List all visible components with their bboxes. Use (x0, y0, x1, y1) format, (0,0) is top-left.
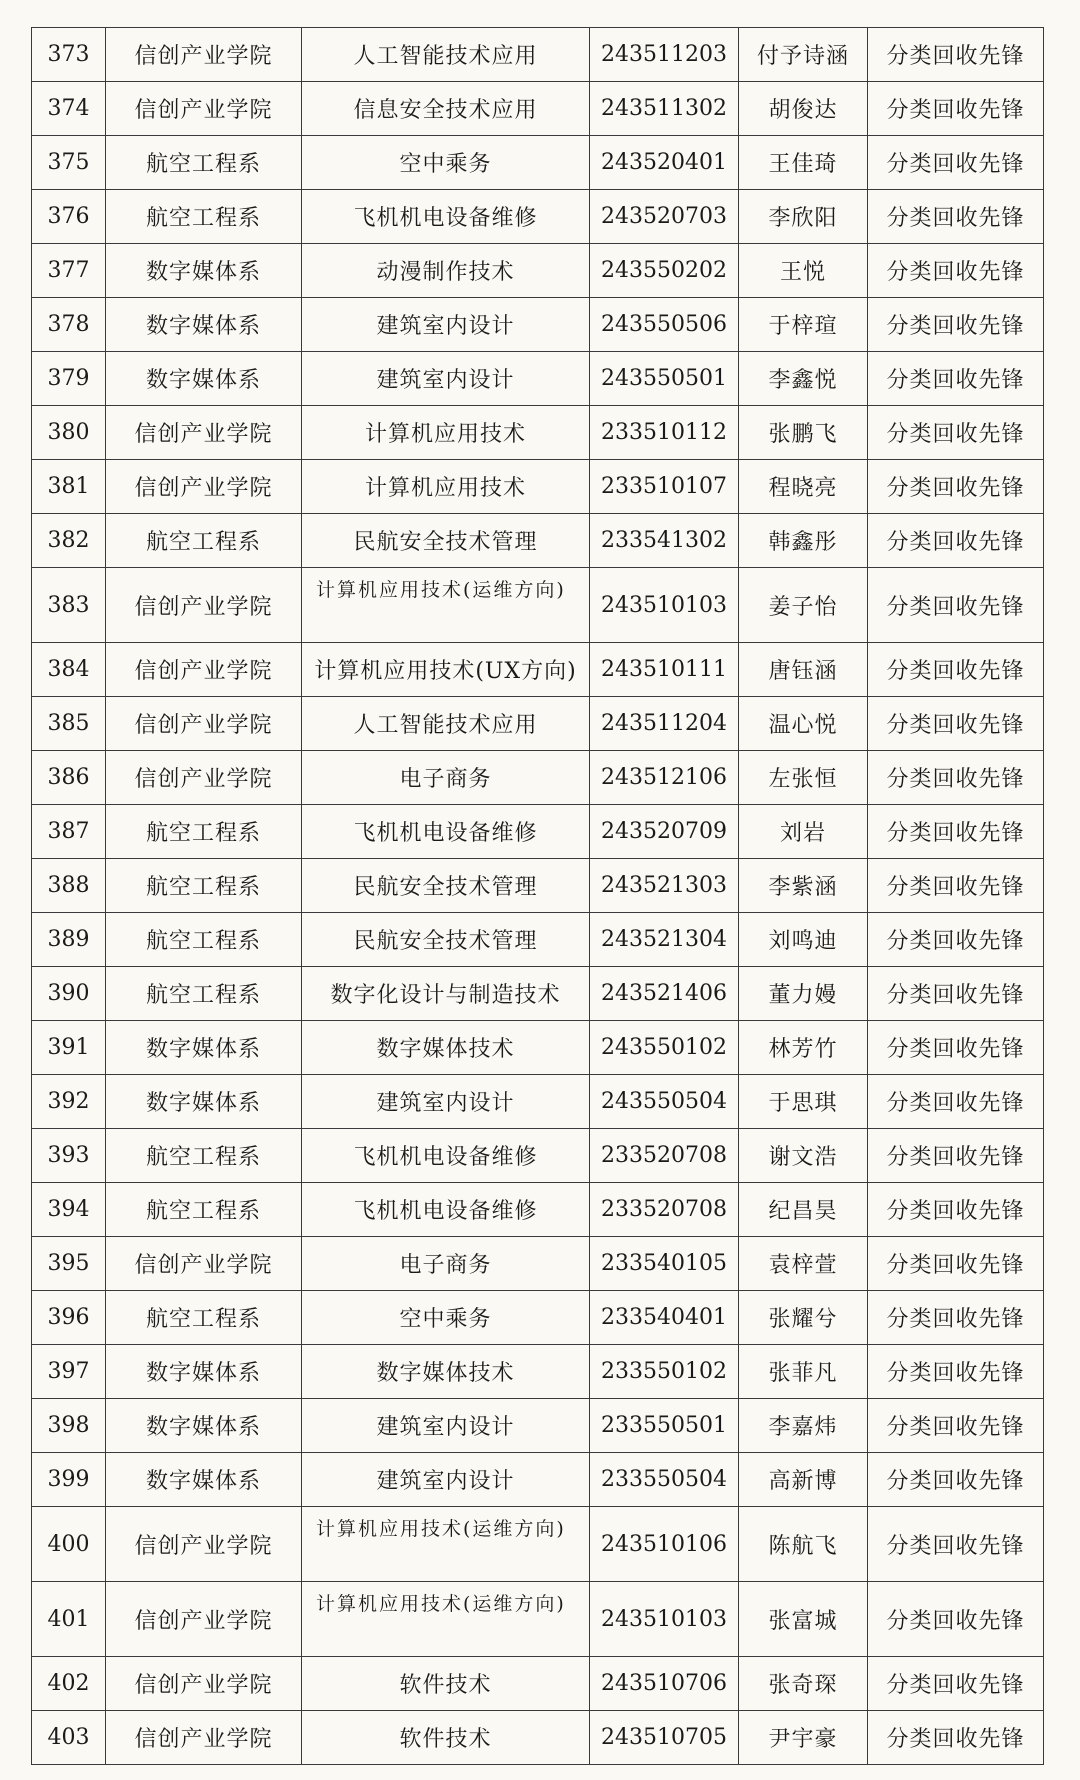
row-number-cell: 373 (32, 28, 106, 82)
award-title-cell: 分类回收先锋 (868, 568, 1044, 643)
student-id-cell: 233540105 (590, 1237, 739, 1291)
student-id-cell: 233540401 (590, 1291, 739, 1345)
award-title-cell: 分类回收先锋 (868, 1453, 1044, 1507)
department-cell: 数字媒体系 (106, 1345, 302, 1399)
table-row (32, 244, 1044, 298)
table-row (32, 1453, 1044, 1507)
department-cell: 数字媒体系 (106, 1399, 302, 1453)
student-id-cell: 243521303 (590, 859, 739, 913)
student-id-cell: 233550102 (590, 1345, 739, 1399)
student-id-cell: 233541302 (590, 514, 739, 568)
major-cell: 计算机应用技术(运维方向) (302, 1507, 590, 1582)
table-body (32, 28, 1044, 1765)
award-title-cell: 分类回收先锋 (868, 751, 1044, 805)
row-number-cell: 389 (32, 913, 106, 967)
table-row (32, 514, 1044, 568)
major-cell: 飞机机电设备维修 (302, 805, 590, 859)
department-cell: 航空工程系 (106, 514, 302, 568)
award-title-cell: 分类回收先锋 (868, 913, 1044, 967)
student-name-cell: 胡俊达 (739, 82, 868, 136)
row-number-cell: 398 (32, 1399, 106, 1453)
department-cell: 航空工程系 (106, 1129, 302, 1183)
major-cell: 信息安全技术应用 (302, 82, 590, 136)
student-id-cell: 243510111 (590, 643, 739, 697)
student-id-cell: 233510107 (590, 460, 739, 514)
row-number-cell: 384 (32, 643, 106, 697)
student-id-cell: 243510103 (590, 1582, 739, 1657)
award-title-cell: 分类回收先锋 (868, 406, 1044, 460)
student-name-cell: 谢文浩 (739, 1129, 868, 1183)
row-number-cell: 382 (32, 514, 106, 568)
award-title-cell: 分类回收先锋 (868, 1657, 1044, 1711)
award-list-table (31, 27, 1044, 1765)
row-number-cell: 379 (32, 352, 106, 406)
major-cell: 软件技术 (302, 1711, 590, 1765)
student-name-cell: 张鹏飞 (739, 406, 868, 460)
table-row (32, 1582, 1044, 1657)
student-id-cell: 243520401 (590, 136, 739, 190)
row-number-cell: 374 (32, 82, 106, 136)
department-cell: 数字媒体系 (106, 298, 302, 352)
department-cell: 信创产业学院 (106, 1507, 302, 1582)
student-name-cell: 尹宇豪 (739, 1711, 868, 1765)
department-cell: 信创产业学院 (106, 460, 302, 514)
student-name-cell: 唐钰涵 (739, 643, 868, 697)
major-cell: 飞机机电设备维修 (302, 1183, 590, 1237)
major-cell: 空中乘务 (302, 1291, 590, 1345)
table-row (32, 1291, 1044, 1345)
table-row (32, 1399, 1044, 1453)
student-id-cell: 243510103 (590, 568, 739, 643)
major-cell: 数字媒体技术 (302, 1345, 590, 1399)
table-row (32, 1237, 1044, 1291)
award-title-cell: 分类回收先锋 (868, 244, 1044, 298)
table-row (32, 1657, 1044, 1711)
row-number-cell: 378 (32, 298, 106, 352)
major-cell: 建筑室内设计 (302, 298, 590, 352)
award-title-cell: 分类回收先锋 (868, 643, 1044, 697)
award-title-cell: 分类回收先锋 (868, 298, 1044, 352)
row-number-cell: 396 (32, 1291, 106, 1345)
student-name-cell: 付予诗涵 (739, 28, 868, 82)
student-id-cell: 243510705 (590, 1711, 739, 1765)
student-id-cell: 243521304 (590, 913, 739, 967)
department-cell: 信创产业学院 (106, 751, 302, 805)
award-title-cell: 分类回收先锋 (868, 859, 1044, 913)
table-row (32, 568, 1044, 643)
table-row (32, 190, 1044, 244)
row-number-cell: 387 (32, 805, 106, 859)
award-title-cell: 分类回收先锋 (868, 1291, 1044, 1345)
row-number-cell: 390 (32, 967, 106, 1021)
student-id-cell: 233510112 (590, 406, 739, 460)
student-id-cell: 243511203 (590, 28, 739, 82)
award-title-cell: 分类回收先锋 (868, 1237, 1044, 1291)
major-cell: 飞机机电设备维修 (302, 190, 590, 244)
row-number-cell: 388 (32, 859, 106, 913)
student-name-cell: 张耀兮 (739, 1291, 868, 1345)
student-name-cell: 张富城 (739, 1582, 868, 1657)
table-row (32, 460, 1044, 514)
major-cell: 计算机应用技术(运维方向) (302, 1582, 590, 1657)
department-cell: 航空工程系 (106, 859, 302, 913)
row-number-cell: 386 (32, 751, 106, 805)
table-row (32, 406, 1044, 460)
row-number-cell: 400 (32, 1507, 106, 1582)
table-row (32, 1075, 1044, 1129)
table-row (32, 805, 1044, 859)
major-cell: 建筑室内设计 (302, 352, 590, 406)
award-title-cell: 分类回收先锋 (868, 1075, 1044, 1129)
department-cell: 数字媒体系 (106, 352, 302, 406)
award-title-cell: 分类回收先锋 (868, 514, 1044, 568)
row-number-cell: 395 (32, 1237, 106, 1291)
major-cell: 人工智能技术应用 (302, 28, 590, 82)
student-id-cell: 243520703 (590, 190, 739, 244)
row-number-cell: 394 (32, 1183, 106, 1237)
department-cell: 航空工程系 (106, 805, 302, 859)
student-name-cell: 刘鸣迪 (739, 913, 868, 967)
major-cell: 建筑室内设计 (302, 1453, 590, 1507)
row-number-cell: 401 (32, 1582, 106, 1657)
row-number-cell: 402 (32, 1657, 106, 1711)
table-row (32, 1345, 1044, 1399)
major-cell: 人工智能技术应用 (302, 697, 590, 751)
student-name-cell: 陈航飞 (739, 1507, 868, 1582)
award-title-cell: 分类回收先锋 (868, 136, 1044, 190)
department-cell: 信创产业学院 (106, 643, 302, 697)
major-cell: 动漫制作技术 (302, 244, 590, 298)
major-cell: 计算机应用技术(UX方向) (302, 643, 590, 697)
student-name-cell: 李紫涵 (739, 859, 868, 913)
student-id-cell: 243550506 (590, 298, 739, 352)
award-title-cell: 分类回收先锋 (868, 28, 1044, 82)
department-cell: 信创产业学院 (106, 28, 302, 82)
department-cell: 信创产业学院 (106, 697, 302, 751)
student-name-cell: 李嘉炜 (739, 1399, 868, 1453)
major-cell: 建筑室内设计 (302, 1075, 590, 1129)
student-id-cell: 243550504 (590, 1075, 739, 1129)
student-name-cell: 董力嫚 (739, 967, 868, 1021)
department-cell: 航空工程系 (106, 967, 302, 1021)
student-name-cell: 刘岩 (739, 805, 868, 859)
major-cell: 电子商务 (302, 1237, 590, 1291)
major-cell: 空中乘务 (302, 136, 590, 190)
department-cell: 航空工程系 (106, 136, 302, 190)
table-row (32, 1711, 1044, 1765)
student-id-cell: 243550102 (590, 1021, 739, 1075)
department-cell: 数字媒体系 (106, 1021, 302, 1075)
major-cell: 数字媒体技术 (302, 1021, 590, 1075)
major-cell: 电子商务 (302, 751, 590, 805)
row-number-cell: 385 (32, 697, 106, 751)
student-name-cell: 韩鑫彤 (739, 514, 868, 568)
department-cell: 信创产业学院 (106, 1237, 302, 1291)
department-cell: 信创产业学院 (106, 568, 302, 643)
major-cell: 计算机应用技术 (302, 460, 590, 514)
row-number-cell: 391 (32, 1021, 106, 1075)
student-name-cell: 李欣阳 (739, 190, 868, 244)
department-cell: 数字媒体系 (106, 1453, 302, 1507)
department-cell: 信创产业学院 (106, 82, 302, 136)
major-cell: 建筑室内设计 (302, 1399, 590, 1453)
department-cell: 信创产业学院 (106, 1582, 302, 1657)
student-id-cell: 243550202 (590, 244, 739, 298)
department-cell: 航空工程系 (106, 1291, 302, 1345)
department-cell: 数字媒体系 (106, 1075, 302, 1129)
student-name-cell: 左张恒 (739, 751, 868, 805)
award-title-cell: 分类回收先锋 (868, 697, 1044, 751)
student-id-cell: 233550501 (590, 1399, 739, 1453)
student-name-cell: 张菲凡 (739, 1345, 868, 1399)
award-title-cell: 分类回收先锋 (868, 460, 1044, 514)
department-cell: 信创产业学院 (106, 406, 302, 460)
student-name-cell: 纪昌昊 (739, 1183, 868, 1237)
table-row (32, 1021, 1044, 1075)
award-title-cell: 分类回收先锋 (868, 1711, 1044, 1765)
department-cell: 航空工程系 (106, 1183, 302, 1237)
student-name-cell: 于思琪 (739, 1075, 868, 1129)
student-id-cell: 243520709 (590, 805, 739, 859)
student-name-cell: 林芳竹 (739, 1021, 868, 1075)
table-row (32, 82, 1044, 136)
student-id-cell: 243511302 (590, 82, 739, 136)
student-name-cell: 姜子怡 (739, 568, 868, 643)
table-row (32, 1129, 1044, 1183)
major-cell: 计算机应用技术(运维方向) (302, 568, 590, 643)
row-number-cell: 397 (32, 1345, 106, 1399)
row-number-cell: 380 (32, 406, 106, 460)
student-name-cell: 张奇琛 (739, 1657, 868, 1711)
award-title-cell: 分类回收先锋 (868, 1129, 1044, 1183)
student-name-cell: 王悦 (739, 244, 868, 298)
student-name-cell: 温心悦 (739, 697, 868, 751)
award-title-cell: 分类回收先锋 (868, 1399, 1044, 1453)
table-row (32, 751, 1044, 805)
table-row (32, 697, 1044, 751)
student-name-cell: 王佳琦 (739, 136, 868, 190)
table-row (32, 136, 1044, 190)
student-name-cell: 程晓亮 (739, 460, 868, 514)
major-cell: 民航安全技术管理 (302, 913, 590, 967)
department-cell: 信创产业学院 (106, 1657, 302, 1711)
award-title-cell: 分类回收先锋 (868, 352, 1044, 406)
major-cell: 数字化设计与制造技术 (302, 967, 590, 1021)
table-row (32, 859, 1044, 913)
student-id-cell: 233520708 (590, 1183, 739, 1237)
department-cell: 信创产业学院 (106, 1711, 302, 1765)
table-row (32, 1183, 1044, 1237)
row-number-cell: 377 (32, 244, 106, 298)
student-id-cell: 243512106 (590, 751, 739, 805)
major-cell: 飞机机电设备维修 (302, 1129, 590, 1183)
major-cell: 民航安全技术管理 (302, 859, 590, 913)
student-id-cell: 233520708 (590, 1129, 739, 1183)
row-number-cell: 392 (32, 1075, 106, 1129)
student-id-cell: 243510106 (590, 1507, 739, 1582)
department-cell: 航空工程系 (106, 913, 302, 967)
student-id-cell: 233550504 (590, 1453, 739, 1507)
row-number-cell: 375 (32, 136, 106, 190)
table-row (32, 913, 1044, 967)
student-id-cell: 243511204 (590, 697, 739, 751)
award-title-cell: 分类回收先锋 (868, 190, 1044, 244)
major-cell: 民航安全技术管理 (302, 514, 590, 568)
department-cell: 数字媒体系 (106, 244, 302, 298)
table-row (32, 967, 1044, 1021)
table-row (32, 28, 1044, 82)
award-title-cell: 分类回收先锋 (868, 967, 1044, 1021)
department-cell: 航空工程系 (106, 190, 302, 244)
table-row (32, 298, 1044, 352)
student-name-cell: 李鑫悦 (739, 352, 868, 406)
row-number-cell: 403 (32, 1711, 106, 1765)
table-row (32, 352, 1044, 406)
student-name-cell: 袁梓萱 (739, 1237, 868, 1291)
major-cell: 计算机应用技术 (302, 406, 590, 460)
student-id-cell: 243521406 (590, 967, 739, 1021)
student-id-cell: 243550501 (590, 352, 739, 406)
table-row (32, 643, 1044, 697)
student-name-cell: 于梓瑄 (739, 298, 868, 352)
student-id-cell: 243510706 (590, 1657, 739, 1711)
major-cell: 软件技术 (302, 1657, 590, 1711)
row-number-cell: 383 (32, 568, 106, 643)
table-row (32, 1507, 1044, 1582)
award-title-cell: 分类回收先锋 (868, 1183, 1044, 1237)
row-number-cell: 393 (32, 1129, 106, 1183)
row-number-cell: 376 (32, 190, 106, 244)
award-title-cell: 分类回收先锋 (868, 1345, 1044, 1399)
student-name-cell: 高新博 (739, 1453, 868, 1507)
row-number-cell: 399 (32, 1453, 106, 1507)
award-title-cell: 分类回收先锋 (868, 1021, 1044, 1075)
row-number-cell: 381 (32, 460, 106, 514)
award-title-cell: 分类回收先锋 (868, 1507, 1044, 1582)
award-title-cell: 分类回收先锋 (868, 805, 1044, 859)
award-title-cell: 分类回收先锋 (868, 82, 1044, 136)
award-title-cell: 分类回收先锋 (868, 1582, 1044, 1657)
